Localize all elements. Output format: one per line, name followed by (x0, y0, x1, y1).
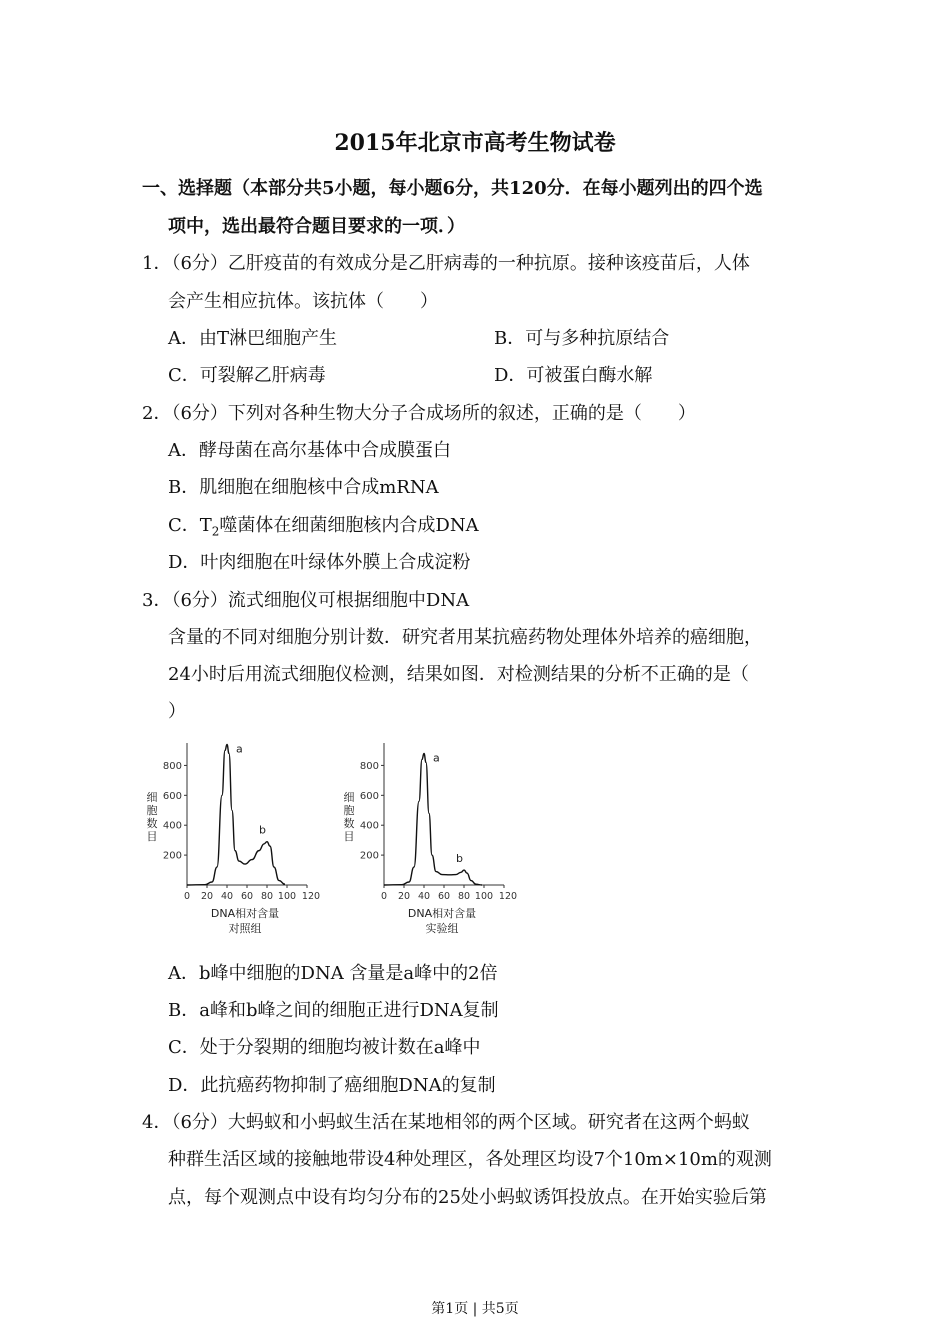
question-1-line2: 会产生相应抗体。该抗体（ ） (168, 291, 438, 312)
y-axis-label-char: 胞 (146, 804, 158, 817)
question-2-option-d: D．叶肉细胞在叶绿体外膜上合成淀粉 (168, 552, 471, 573)
x-tick-label: 100 (277, 891, 297, 902)
data-curve (384, 753, 482, 885)
x-tick-label: 60 (437, 891, 451, 902)
y-axis-label-char: 数 (343, 817, 355, 830)
question-1-option-d: D．可被蛋白酶水解 (494, 365, 653, 386)
x-tick-label: 20 (397, 891, 411, 902)
question-3-option-a: A．b峰中细胞的DNA 含量是a峰中的2倍 (168, 963, 498, 984)
y-tick-label: 600 (359, 790, 379, 802)
question-4-line2: 种群生活区域的接触地带设4种处理区，各处理区均设7个10m×10m的观测 (168, 1149, 772, 1170)
question-3-line4: ） (168, 701, 186, 722)
x-tick-label: 120 (498, 891, 518, 902)
question-1-option-c: C．可裂解乙肝病毒 (168, 365, 326, 386)
question-3-option-c: C．处于分裂期的细胞均被计数在a峰中 (168, 1037, 481, 1058)
y-axis-label-char: 数 (146, 817, 158, 830)
question-2-option-a: A．酵母菌在高尔基体中合成膜蛋白 (168, 440, 451, 461)
peak-label-b: b (456, 852, 463, 866)
y-tick-label: 400 (162, 820, 182, 832)
flow-cytometry-chart-control (140, 735, 325, 940)
question-2-option-b: B．肌细胞在细胞核中合成mRNA (168, 477, 439, 498)
question-3-line3: 24小时后用流式细胞仪检测，结果如图．对检测结果的分析不正确的是（ (168, 664, 749, 685)
x-tick-label: 120 (301, 891, 321, 902)
question-1-line1: 1．（6分）乙肝疫苗的有效成分是乙肝病毒的一种抗原。接种该疫苗后，人体 (142, 253, 750, 274)
x-tick-label: 80 (457, 891, 471, 902)
question-3-option-b: B．a峰和b峰之间的细胞正进行DNA复制 (168, 1000, 499, 1021)
y-tick-label: 800 (359, 760, 379, 772)
y-axis-label-char: 细 (343, 791, 355, 804)
y-axis-label-char: 细 (146, 791, 158, 804)
section-heading-line2: 项中，选出最符合题目要求的一项．） (168, 216, 465, 237)
x-tick-label: 100 (474, 891, 494, 902)
x-tick-label: 80 (260, 891, 274, 902)
x-tick-label: 40 (417, 891, 431, 902)
section-heading-line1: 一、选择题（本部分共5小题，每小题6分，共120分．在每小题列出的四个选 (142, 178, 763, 199)
question-2-option-c: C．$T_2$噬菌体在细菌细胞核内合成DNA (168, 515, 479, 539)
question-3-line2: 含量的不同对细胞分别计数．研究者用某抗癌药物处理体外培养的癌细胞， (168, 627, 762, 648)
x-axis-label: DNA相对含量 (407, 907, 477, 920)
chart-title: 实验组 (425, 922, 459, 935)
question-1-option-a: A．由T淋巴细胞产生 (168, 328, 338, 349)
x-axis-label: DNA相对含量 (210, 907, 280, 920)
page-title: 2015年北京市高考生物试卷 (334, 130, 616, 156)
x-tick-label: 20 (200, 891, 214, 902)
peak-label-a: a (433, 751, 440, 765)
y-axis-label-char: 目 (343, 830, 355, 843)
peak-label-a: a (236, 742, 243, 756)
data-curve (187, 744, 285, 885)
x-tick-label: 0 (183, 891, 191, 902)
y-tick-label: 400 (359, 820, 379, 832)
flow-cytometry-chart-experiment (337, 735, 522, 940)
x-tick-label: 0 (380, 891, 388, 902)
question-4-line1: 4．（6分）大蚂蚁和小蚂蚁生活在某地相邻的两个区域。研究者在这两个蚂蚁 (142, 1112, 750, 1133)
y-tick-label: 200 (359, 850, 379, 862)
peak-label-b: b (259, 823, 266, 837)
question-4-line3: 点，每个观测点中设有均匀分布的25处小蚂蚁诱饵投放点。在开始实验后第 (168, 1187, 767, 1208)
y-tick-label: 200 (162, 850, 182, 862)
question-2-line1: 2．（6分）下列对各种生物大分子合成场所的叙述，正确的是（ ） (142, 403, 696, 424)
page-footer: 第1页 | 共5页 (431, 1301, 519, 1317)
question-3-line1: 3．（6分）流式细胞仪可根据细胞中DNA (142, 590, 470, 611)
y-axis-label-char: 胞 (343, 804, 355, 817)
question-3-option-d: D．此抗癌药物抑制了癌细胞DNA的复制 (168, 1075, 496, 1096)
chart-title: 对照组 (228, 922, 262, 935)
x-tick-label: 40 (220, 891, 234, 902)
x-tick-label: 60 (240, 891, 254, 902)
question-1-option-b: B．可与多种抗原结合 (494, 328, 670, 349)
y-tick-label: 800 (162, 760, 182, 772)
y-axis-label-char: 目 (146, 830, 158, 843)
y-tick-label: 600 (162, 790, 182, 802)
